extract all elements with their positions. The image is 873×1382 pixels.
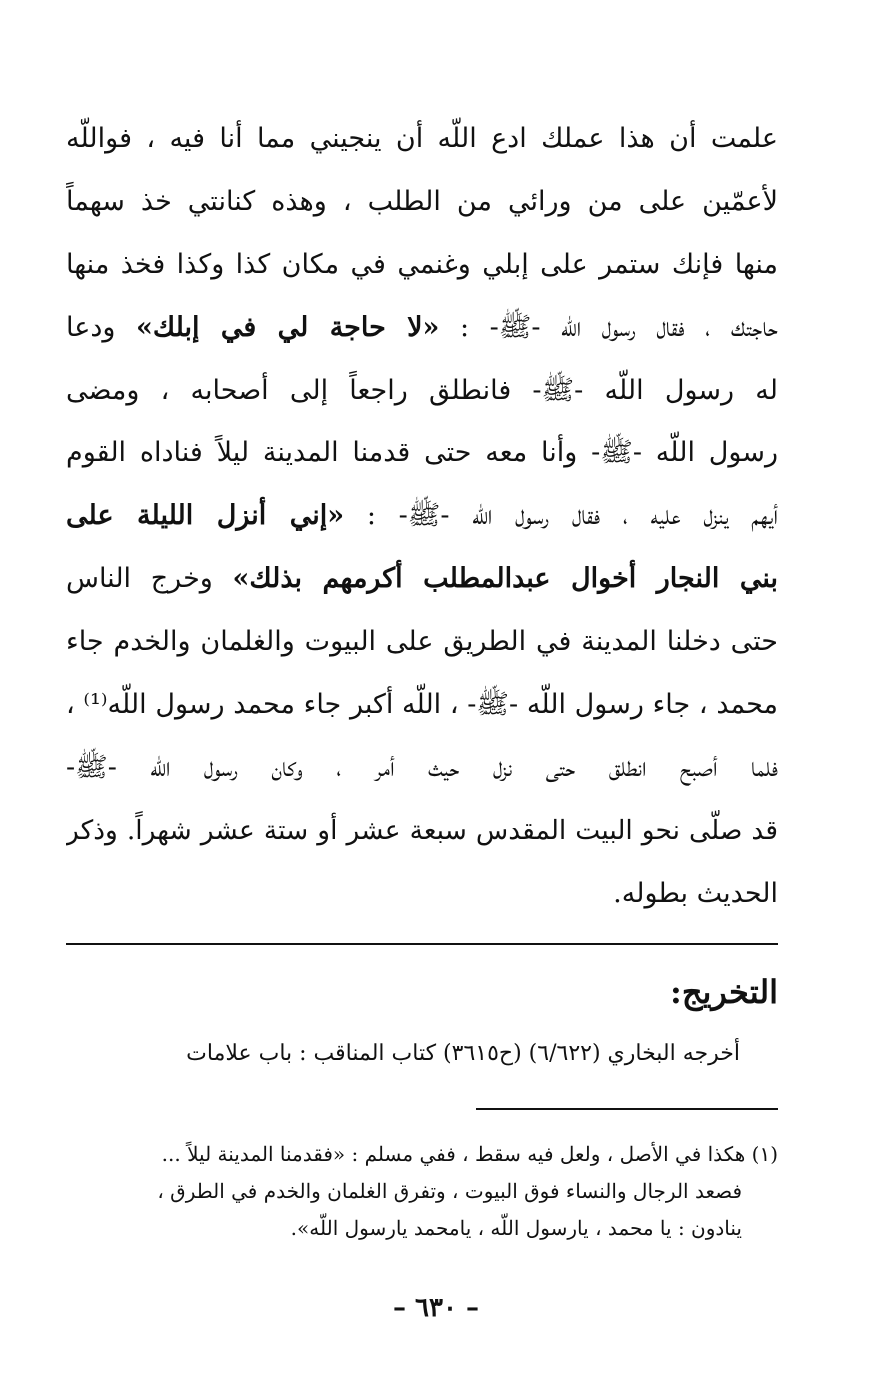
hadith-quote: «لا حاجة لي في إبلك» <box>135 311 440 343</box>
text-line: أيهم ينزل عليه ، فقال رسول اللّه -ﷺ- : «إني أنزل الليلة على <box>66 500 778 532</box>
takhrij-text: أخرجه البخاري (٦/٦٢٢) (ح٣٦١٥) كتاب المناقب : باب علامات <box>186 1041 740 1066</box>
text-line: بني النجار أخوال عبدالمطلب أكرمهم بذلك» وخرج الناس <box>66 563 778 595</box>
hadith-quote: «إني أنزل الليلة على <box>66 500 345 532</box>
footnote-line: فصعد الرجال والنساء فوق البيوت ، وتفرق الغلمان والخدم في الطرق ، <box>157 1179 742 1203</box>
section-divider <box>66 943 778 945</box>
main-text <box>66 108 778 926</box>
footnote <box>66 1136 778 1247</box>
text-line: لأعمّين على من ورائي من الطلب ، وهذه كنانتي خذ سهماً <box>66 185 778 217</box>
footnote-line: ينادون : يا محمد ، يارسول اللّه ، يامحمد يارسول اللّه». <box>290 1216 742 1240</box>
text-line: فلما أصبح انطلق حتى نزل حيث أمر ، وكان رسول اللّه -ﷺ- <box>66 751 778 783</box>
text-line: له رسول اللّه -ﷺ- فانطلق راجعاً إلى أصحابه ، ومضى <box>66 374 778 406</box>
text-line: حتى دخلنا المدينة في الطريق على البيوت والغلمان والخدم جاء <box>66 626 778 658</box>
text-line: قد صلّى نحو البيت المقدس سبعة عشر أو ستة عشر شهراً. وذكر <box>66 814 778 846</box>
section-heading: التخريج: <box>670 973 778 1011</box>
text-line: رسول اللّه -ﷺ- وأنا معه حتى قدمنا المدينة ليلاً فناداه القوم <box>66 437 778 469</box>
text-line: علمت أن هذا عملك ادع اللّه أن ينجيني مما أنا فيه ، فواللّه <box>66 123 778 154</box>
text-line: حاجتك ، فقال رسول اللّه -ﷺ- : «لا حاجة لي في إبلك» ودعا <box>66 311 778 343</box>
page-number: – ٦٣٠ – <box>392 1293 480 1323</box>
footnote-line: (١) هكذا في الأصل ، ولعل فيه سقط ، ففي مسلم : «فقدمنا المدينة ليلاً ... <box>161 1142 778 1166</box>
text-line: الحديث بطوله. <box>613 877 778 909</box>
hadith-quote: بني النجار أخوال عبدالمطلب أكرمهم بذلك» <box>232 563 778 595</box>
text-line: منها فإنك ستمر على إبلي وغنمي في مكان كذا وكذا فخذ منها <box>66 248 778 280</box>
footnote-divider <box>476 1108 778 1110</box>
text-line: محمد ، جاء رسول اللّه -ﷺ- ، اللّه أكبر جاء محمد رسول اللّه⁽¹⁾ ، <box>66 689 778 721</box>
